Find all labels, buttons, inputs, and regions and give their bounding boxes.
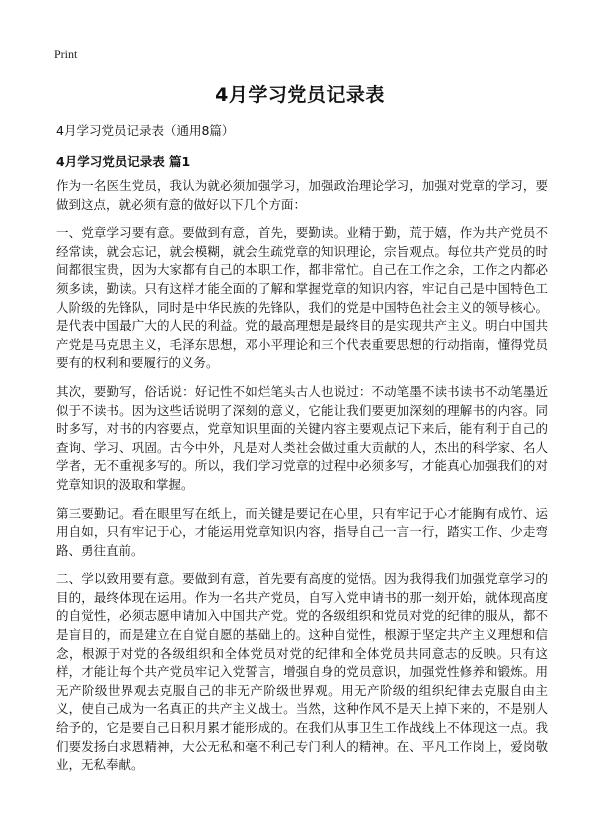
document-title: 4月学习党员记录表 — [215, 84, 385, 106]
paragraph-intro: 作为一名医生党员，我认为就必须加强学习，加强政治理论学习，加强对党章的学习，要做到这点，就必须有意的做好以下几个方面： — [56, 178, 548, 212]
section-heading: 4月学习党员记录表 篇1 — [56, 154, 191, 169]
paragraph-write: 其次，要勤写，俗话说：好记性不如烂笔头古人也说过：不动笔墨不读书读书不动笔墨近似于不读书。因为这些话说明了深刻的意义，它能让我们要更加深刻的理解书的内容。同时多写，对书的内容要点，党章知识里面的关键内容主要观点记下来后，能有利于自己的查询、学习、巩固。古今中外，凡是对人类社会做过重大贡献的人，杰出的科学家、名人学者，无不重视多写的。所以，我们学习党章的过程中必须多写，才能真心加强我们的对党章知识的汲取和掌握。 — [56, 383, 548, 492]
paragraph-point-two: 二、学以致用要有意。要做到有意，首先要有高度的觉悟。因为我得我们加强党章学习的目的，最终体现在运用。作为一名共产党员，自写入党申请书的那一刻开始，就体现高度的自觉性，必须志愿申请加入中国共产党。党的各级组织和党员对党的纪律的服从，都不是盲目的，而是建立在自觉自愿的基础上的。这种自觉性，根源于坚定共产主义理想和信念，根源于对党的各级组织和全体党员对党的纪律和全体党员共同意志的反映。只有这样，才能让每个共产党员牢记入党誓言，增强自身的党员意识，加强党性修养和锻炼。用无产阶级世界观去克服自己的非无产阶级世界观。用无产阶级的组织纪律去克服自由主义，使自己成为一名真正的共产主义战士。当然，这种作风不是天上掉下来的，不是别人给予的，它是要自己日积月累才能形成的。在我们从事卫生工作战线上不体现这一点。我们要发扬白求恩精神，大公无私和毫不利己专门利人的精神。在、平凡工作岗上，爱岗敬业，无私奉献。 — [56, 571, 548, 773]
document-body — [56, 177, 548, 785]
paragraph-point-one: 一、党章学习要有意。要做到有意，首先，要勤读。业精于勤，荒于嬉，作为共产党员不经常读，就会忘记，就会模糊，就会生疏党章的知识理论，宗旨观点。每位共产党员的时间都很宝贵，因为大家都有自己的本职工作，都非常忙。自己在工作之余，工作之内都必须多读，勤读。只有这样才能全面的了解和掌握党章的知识内容，牢记自己是中国特色工人阶级的先锋队，同时是中华民族的先锋队，我们的党是中国特色社会主义的领导核心。是代表中国最广大的人民的利益。党的最高理想是最终目的是实现共产主义。明白中国共产党是马克思主义，毛泽东思想，邓小平理论和三个代表重要思想的行动指南，懂得党员要有的权利和要履行的义务。 — [56, 225, 548, 371]
paragraph-remember: 第三要勤记。看在眼里写在纸上，而关键是要记在心里，只有牢记于心才能胸有成竹、运用自如，只有牢记于心，才能运用党章知识内容，指导自己一言一行，踏实工作、少走弯路、勇往直前。 — [56, 505, 548, 558]
print-link[interactable]: Print — [54, 47, 78, 61]
document-subtitle: 4月学习党员记录表（通用8篇） — [56, 123, 235, 138]
